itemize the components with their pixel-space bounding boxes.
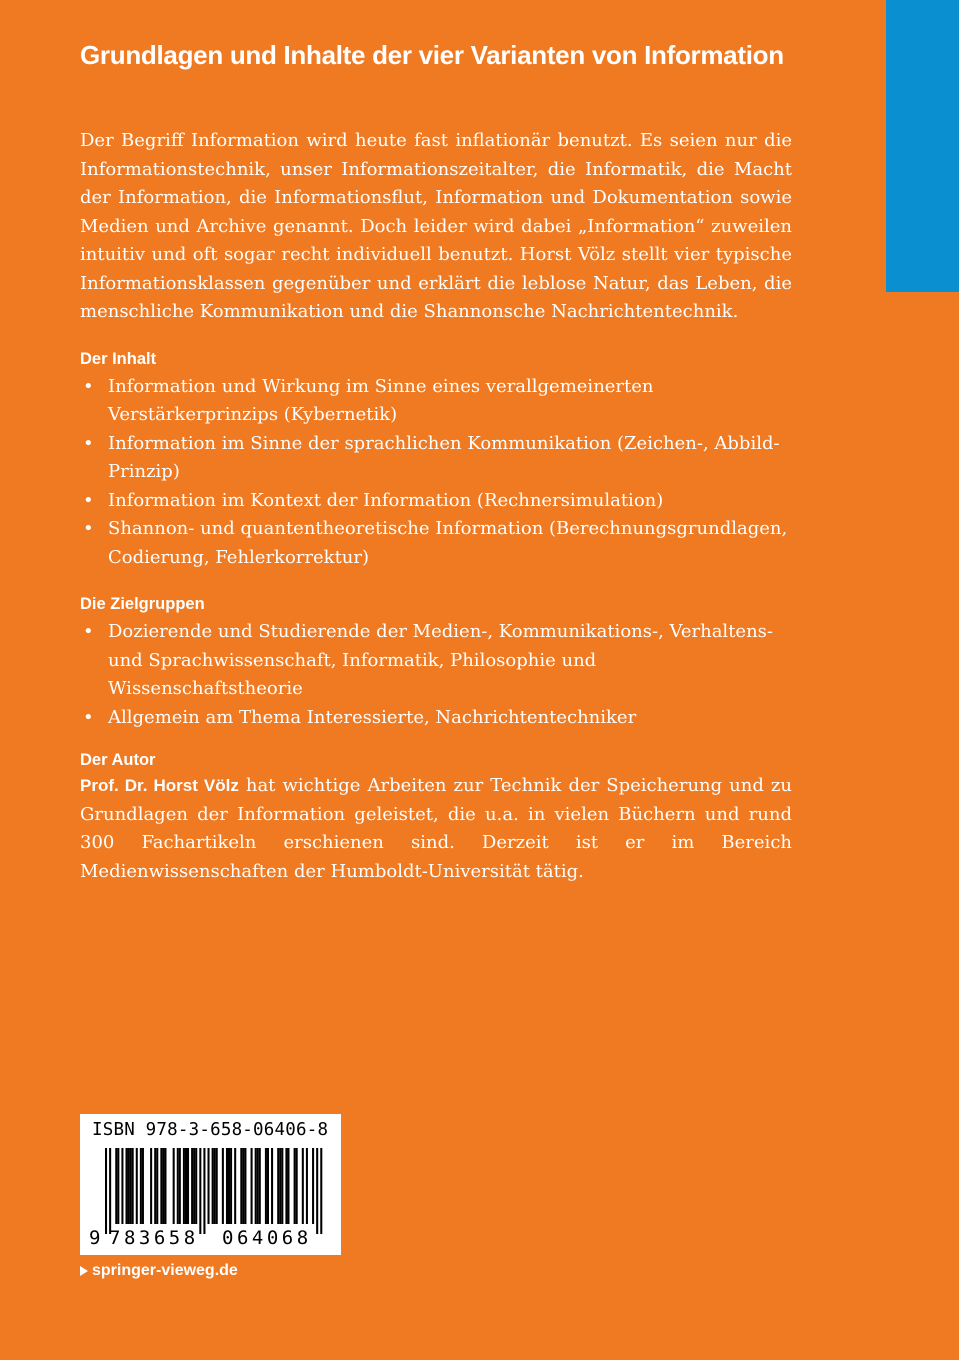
barcode-bar [212,1148,214,1224]
barcode-bar [179,1148,181,1224]
barcode-bar [320,1148,322,1234]
bullet-icon: • [83,706,94,728]
section-autor [80,748,792,886]
list-item: • Information und Wirkung im Sinne eines verallgemeinerten Verstärkerprinzips (Kybernetik) [80,373,792,430]
barcode-bar [279,1148,281,1224]
barcode-bar [216,1148,218,1224]
barcode-bar [109,1148,111,1234]
barcode-bar [173,1148,175,1224]
barcode-bar [281,1148,283,1224]
barcode-bar [208,1148,210,1224]
section-inhalt [80,347,792,573]
bullet-icon: • [83,621,94,642]
author-bio: hat wichtige Arbeiten zur Technik der Speicherung und zu Grundlagen der Information geleistet, die u.a. in vielen Büchern und rund 300 Fachartikeln erschienen sind. Derzeit ist er im Bereich Medienwissenschaften der Humboldt-Universität tätig. [80,775,792,882]
barcode-bar [271,1148,273,1224]
barcode-bar [142,1148,144,1224]
inhalt-list [80,373,792,573]
barcode-bar [316,1148,318,1234]
barcode-bar [199,1148,201,1234]
barcode-bar [285,1148,287,1224]
barcode-bar [214,1148,216,1224]
barcode-digits-right: 064068 [222,1227,312,1249]
barcode-digits-left: 783658 [109,1227,199,1249]
barcode-bar [255,1148,257,1224]
barcode-bar [140,1148,142,1224]
author-name: Prof. Dr. Horst Völz [80,776,239,795]
barcode-bar [302,1148,304,1224]
barcode-bar [185,1148,187,1224]
barcode-bar [132,1148,134,1224]
barcode-bar [296,1148,298,1224]
barcode-bar [136,1148,138,1224]
barcode-bar [228,1148,230,1224]
section-heading-autor: Der Autor [80,751,156,769]
barcode-digit-first: 9 [89,1227,101,1249]
section-zielgruppen [80,592,792,732]
barcode-bar [130,1148,132,1224]
barcode-bar [105,1148,107,1234]
barcode-bar [244,1148,246,1224]
barcode-bar [312,1148,314,1224]
barcode-bar [230,1148,232,1224]
barcode-bar [128,1148,130,1224]
barcode-bar [277,1148,279,1224]
triangle-right-icon [80,1266,88,1276]
barcode-bar [259,1148,261,1224]
barcode-bar [267,1148,269,1224]
barcode-bar [306,1148,308,1224]
intro-paragraph: Der Begriff Information wird heute fast inflationär benutzt. Es seien nur die Informationstechnik, unser Informationszeitalter, die Informatik, die Macht der Information, die Informationsflut, Information und Dokumentation sowie Medien und Archive genannt. Doch leider wird dabei „Information“ zuweilen intuitiv und oft sogar recht individuell benutzt. Horst Völz stellt vier typische Informationsklassen gegenüber und erklärt die leblose Natur, das Leben, die menschliche Kommunikation und die Shannonsche Nachrichtentechnik. [80,130,792,322]
barcode-bar [164,1148,166,1224]
barcode-bar [154,1148,156,1224]
list-item: • Information im Kontext der Information (Rechnersimulation) [80,487,792,516]
barcode-bar [160,1148,162,1224]
barcode-bar [193,1148,195,1224]
page-title: Grundlagen und Inhalte der vier Varianten von Information [80,40,784,70]
barcode-bar [294,1148,296,1224]
barcode-bar [257,1148,259,1224]
zielgruppen-list [80,618,792,732]
barcode-bar [195,1148,197,1224]
barcode-bar [287,1148,289,1224]
blue-accent-tab [886,0,959,292]
bullet-icon: • [83,375,94,397]
isbn-label: ISBN 978-3-658-06406-8 [92,1120,329,1140]
barcode-bar [126,1148,128,1224]
barcode-bar [222,1148,224,1224]
back-cover-text [80,127,792,886]
barcode-bar [115,1148,117,1224]
barcode-bar [150,1148,152,1224]
bullet-icon: • [83,489,94,511]
author-paragraph [80,772,792,886]
list-item: • Dozierende und Studierende der Medien-, Kommunikations-, Verhaltens- und Sprachwissenschaft, Informatik, Philosophie und Wissenschaftstheorie [80,618,792,704]
barcode-bar [234,1148,236,1224]
barcode-bar [117,1148,119,1224]
barcode-bar [121,1148,123,1224]
bullet-icon: • [83,432,94,454]
barcode-bar [177,1148,179,1224]
barcode-bar [191,1148,193,1224]
list-item: • Information im Sinne der sprachlichen Kommunikation (Zeichen-, Abbild-Prinzip) [80,430,792,487]
barcode-bar [242,1148,244,1224]
list-item: • Shannon- und quantentheoretische Information (Berechnungsgrundlagen, Codierung, Fehlerkorrektur) [80,515,792,572]
barcode-bar [203,1148,205,1234]
barcode-bar [226,1148,228,1224]
barcode-bar [183,1148,185,1224]
barcode-bar [240,1148,242,1224]
website-url: springer-vieweg.de [92,1262,238,1279]
barcode-bar [265,1148,267,1224]
barcode-bar [162,1148,164,1224]
section-heading-zielgruppen: Die Zielgruppen [80,595,205,613]
list-item: • Allgemein am Thema Interessierte, Nachrichtentechniker [80,704,792,733]
barcode-bar [156,1148,158,1224]
publisher-link[interactable] [80,1262,238,1280]
barcode-bar [251,1148,253,1224]
bullet-icon: • [83,518,94,539]
isbn-barcode [80,1114,341,1255]
section-heading-inhalt: Der Inhalt [80,349,157,368]
barcode-bar [187,1148,189,1224]
